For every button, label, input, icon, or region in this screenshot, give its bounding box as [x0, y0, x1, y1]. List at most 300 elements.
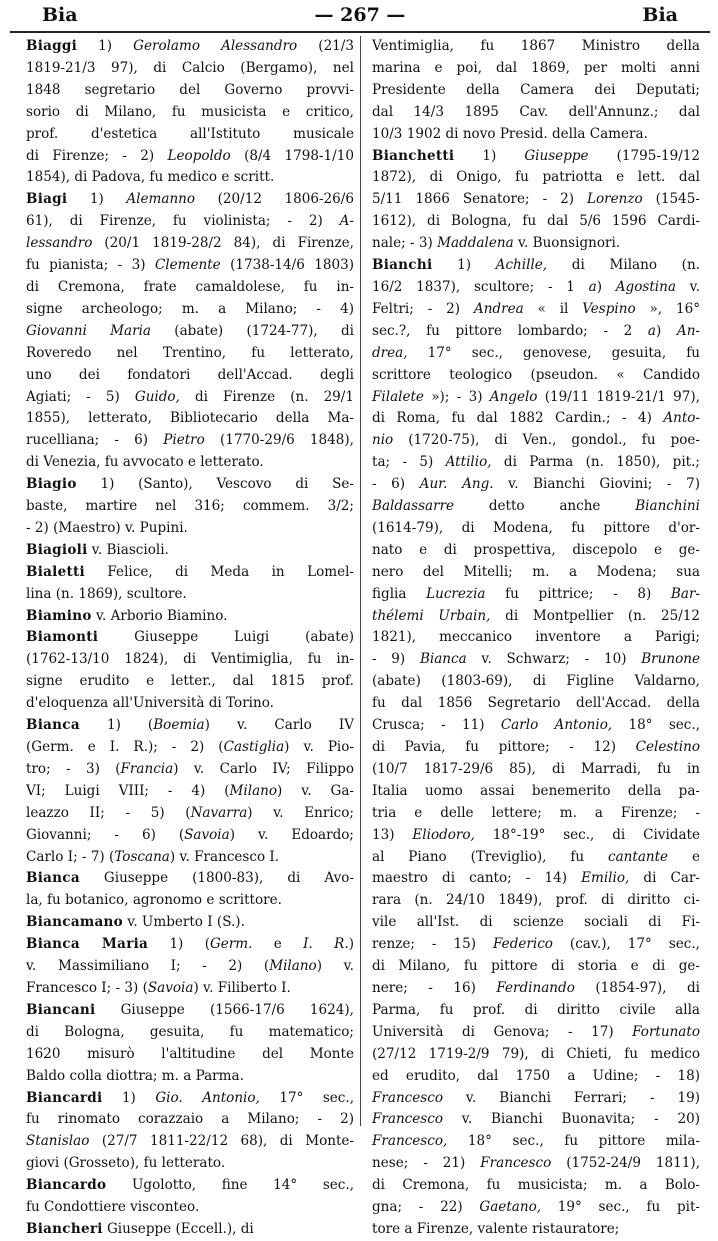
body-text: ) v. Pio-: [284, 739, 354, 755]
italic-text: a: [588, 278, 597, 295]
body-text: nato e di prospettiva, discepolo e ge-: [372, 541, 700, 558]
italic-text: Andrea: [473, 300, 524, 317]
body-text: », 16°: [635, 300, 701, 317]
body-text: 1) (Santo), Vescovo di Se-: [76, 476, 354, 493]
text-line: [372, 868, 700, 890]
text-line: [26, 978, 354, 1000]
italic-text: a: [647, 322, 656, 339]
body-text: »); - 3): [423, 388, 490, 405]
body-text: fu dal 1856 Segretario dell'Accad. della: [372, 695, 700, 712]
text-line: [372, 124, 700, 146]
body-text: fu pianista; - 3): [26, 257, 155, 274]
body-text: Feltri; - 2): [372, 300, 474, 317]
text-line: [26, 408, 354, 430]
body-text: baste, martire nel 316; commem. 3/2;: [26, 498, 354, 515]
body-text: di Venezia, fu avvocato e letterato.: [26, 454, 264, 471]
text-line: [372, 1131, 700, 1153]
text-line: [26, 1109, 354, 1131]
text-line: [26, 1044, 354, 1066]
headword: Biagi: [26, 191, 68, 208]
headword: Biamino: [26, 607, 92, 624]
headword: Biamonti: [26, 629, 99, 646]
italic-text: An-: [676, 322, 700, 339]
body-text: 5/11 1866 Senatore; - 2): [372, 191, 587, 208]
body-text: Francesco I; - 3) (: [26, 979, 148, 996]
italic-text: Agostina: [615, 278, 676, 295]
body-text: (cav.), 17° sec.,: [552, 936, 700, 953]
italic-text: A-: [339, 213, 354, 230]
text-line: [372, 408, 700, 430]
body-text: 16/2 1837), scultore; - 1: [372, 278, 589, 295]
body-text: Giuseppe (1566-17/6 1624),: [95, 1001, 354, 1018]
italic-text: cantante: [607, 848, 669, 865]
body-text: v. Buonsignori.: [513, 235, 621, 252]
italic-text: lessandro: [26, 235, 93, 252]
body-text: di Cremona, fu musicista; m. a Bolo-: [372, 1177, 700, 1194]
text-line: [372, 1000, 700, 1022]
entry-line: [26, 1000, 354, 1022]
text-line: [26, 80, 354, 102]
italic-text: Gerolamo Alessandro: [133, 38, 298, 54]
body-text: (Germ. e I. R.); - 2) (: [26, 739, 224, 755]
body-text: (1720-75), di Ven., gondol., fu poe-: [393, 432, 700, 449]
body-text: renze; - 15): [372, 936, 494, 953]
text-line: [26, 211, 354, 233]
headword: Bianchetti: [372, 147, 455, 164]
headword: Bianchi: [372, 257, 433, 274]
text-line: [372, 978, 700, 1000]
body-text: di Parma (n. 1850), pit.;: [491, 454, 700, 471]
header-rule: [10, 31, 710, 33]
text-line: [26, 693, 354, 715]
text-line: [26, 124, 354, 146]
italic-text: Maddalena: [437, 235, 514, 252]
headword: Biagioli: [26, 541, 88, 558]
italic-text: Baldassarre: [372, 498, 455, 515]
body-text: 1): [67, 191, 127, 208]
text-line: [26, 1153, 354, 1175]
header-left-guide-word: Bia: [42, 4, 78, 26]
italic-text: Milano: [229, 782, 278, 799]
text-line: [26, 649, 354, 671]
text-line: [372, 518, 700, 540]
body-text: detto anche: [454, 498, 636, 515]
text-line: [372, 956, 700, 978]
italic-text: Gio. Antonio,: [155, 1089, 260, 1106]
body-text: (27/12 1719-2/9 79), di Chieti, fu medico: [372, 1045, 700, 1062]
italic-text: Bianchini: [635, 498, 700, 515]
body-text: 1872), di Onigo, fu patriotta e lett. dal: [372, 169, 700, 186]
body-text: (abate) (1803-69), di Figline Valdarno,: [372, 673, 700, 690]
body-text: v. Arborio Biamino.: [91, 607, 228, 624]
column-divider: [360, 36, 361, 1126]
text-line: [26, 167, 354, 189]
text-line: [26, 299, 354, 321]
text-line: [372, 649, 700, 671]
body-text: nale; - 3): [372, 235, 438, 252]
body-text: leazzo II; - 5) (: [26, 804, 191, 821]
text-line: [26, 496, 354, 518]
body-text: - 2) (Maestro) v. Pupini.: [26, 519, 188, 536]
text-line: [26, 737, 354, 759]
page-header: [0, 0, 718, 30]
body-text: Parma, fu prof. di diritto civile alla: [372, 1001, 700, 1018]
italic-text: Bar-: [670, 585, 700, 602]
body-text: 1848 segretario del Governo provvi-: [26, 81, 354, 98]
text-line: [26, 584, 354, 606]
text-line: [26, 387, 354, 409]
italic-text: Alemanno: [126, 191, 196, 208]
text-line: [372, 627, 700, 649]
body-text: (8/4 1798-1/10: [230, 147, 354, 164]
body-text: Ventimiglia, fu 1867 Ministro della: [372, 38, 700, 54]
body-text: 10/3 1902 di novo Presid. della Camera.: [372, 125, 648, 142]
headword: Biagio: [26, 476, 77, 493]
entry-line: [26, 934, 354, 956]
body-text: ed erudito, dal 1750 a Udine; - 18): [372, 1067, 700, 1084]
text-line: [26, 343, 354, 365]
text-line: [372, 606, 700, 628]
text-line: [26, 518, 354, 540]
italic-text: Guido,: [134, 388, 180, 405]
italic-text: Eliodoro,: [412, 826, 475, 843]
text-line: [372, 1109, 700, 1131]
text-line: [372, 671, 700, 693]
text-line: [26, 430, 354, 452]
italic-text: Fortunato: [632, 1023, 700, 1040]
body-text: di Milano, fu pittore di storia e di ge-: [372, 958, 700, 975]
text-line: [26, 1197, 354, 1219]
italic-text: Francesco,: [372, 1133, 448, 1150]
body-text: 1819-21/3 97), di Calcio (Bergamo), nel: [26, 59, 354, 76]
text-line: [26, 58, 354, 80]
body-text: Presidente della Camera dei Deputati;: [372, 81, 700, 98]
text-line: [372, 693, 700, 715]
body-text: 19° sec., fu pit-: [541, 1199, 700, 1216]
italic-text: Leopoldo: [167, 147, 231, 164]
body-text: ta; - 5): [372, 454, 446, 471]
text-line: [372, 1066, 700, 1088]
body-text: 1): [102, 1089, 156, 1106]
body-text: (abate) (1724-77), di: [150, 322, 354, 339]
text-line: [26, 847, 354, 869]
italic-text: Brunone: [641, 651, 700, 668]
text-line: [26, 146, 354, 168]
italic-text: Francesco: [372, 1089, 443, 1106]
body-text: - 6): [372, 476, 420, 493]
text-line: [372, 847, 700, 869]
italic-text: nio: [372, 432, 394, 449]
text-line: [372, 496, 700, 518]
italic-text: Angelo: [489, 388, 538, 405]
text-line: [26, 365, 354, 387]
body-text: ) v. Enrico;: [247, 804, 354, 821]
entry-line: [26, 1219, 354, 1241]
body-text: fu rinomato corazzaio a Milano; - 2): [26, 1111, 354, 1128]
text-line: [26, 1066, 354, 1088]
text-line: [372, 934, 700, 956]
text-line: [372, 365, 700, 387]
body-text: (1752-24/9 1811),: [551, 1155, 700, 1172]
entry-line: [26, 540, 354, 562]
text-line: [372, 1022, 700, 1044]
body-text: signe archeologo; m. a Milano; - 4): [26, 300, 354, 317]
italic-text: Lucrezia: [426, 585, 486, 602]
text-line: [372, 1153, 700, 1175]
body-text: la, fu botanico, agronomo e scrittore.: [26, 892, 282, 909]
italic-text: Giuseppe: [524, 147, 589, 164]
text-line: [372, 737, 700, 759]
text-line: [372, 912, 700, 934]
body-text: figlia: [372, 585, 427, 602]
body-text: 1): [432, 257, 496, 274]
body-text: ): [655, 322, 677, 339]
body-text: nere; - 16): [372, 979, 497, 996]
body-text: rucelliana; - 6): [26, 432, 164, 449]
italic-text: Germ.: [209, 936, 253, 953]
body-text: sec.?, fu pittore lombardo; - 2: [372, 322, 648, 339]
body-text: Giuseppe (Eccell.), di: [102, 1220, 254, 1237]
page-number: — 267 —: [314, 4, 406, 26]
headword: Biaggi: [26, 38, 78, 54]
body-text: signe erudito e letter., dal 1815 prof.: [26, 673, 354, 690]
body-text: Carlo I; - 7) (: [26, 848, 115, 865]
italic-text: Bianca: [419, 651, 467, 668]
italic-text: drea,: [372, 344, 408, 361]
headword: Biancheri: [26, 1220, 103, 1237]
body-text: « il: [523, 300, 583, 317]
italic-text: Lorenzo: [587, 191, 643, 208]
entry-line: [26, 189, 354, 211]
text-line: [372, 233, 700, 255]
body-text: rara (n. 24/10 1849), prof. di diritto ci-: [372, 892, 700, 909]
left-column: [26, 36, 354, 1237]
body-text: 18° sec., fu pittore mila-: [447, 1133, 700, 1150]
italic-text: Gaetano,: [479, 1199, 542, 1216]
body-text: v. Biascioli.: [87, 541, 169, 558]
italic-text: Francia: [120, 760, 174, 777]
italic-text: Boemia: [153, 717, 205, 734]
body-text: 18°-19° sec., di Cividate: [474, 826, 700, 843]
body-text: Ugolotto, fine 14° sec.,: [106, 1177, 354, 1194]
body-text: 17° sec., genovese, gesuita, fu: [407, 344, 700, 361]
body-text: (1614-79), di Modena, fu pittore d'or-: [372, 519, 700, 536]
body-text: ) v.: [316, 958, 354, 975]
body-text: ): [596, 278, 616, 295]
text-line: [372, 277, 700, 299]
italic-text: Milano: [269, 958, 317, 975]
text-line: [26, 825, 354, 847]
text-line: [372, 781, 700, 803]
body-text: Crusca; - 11): [372, 717, 501, 734]
italic-text: Stanislao: [26, 1133, 90, 1150]
body-text: Roveredo nel Trentino, fu letterato,: [26, 344, 354, 361]
headword: Bianca Maria: [26, 936, 149, 953]
italic-text: Vespino: [582, 300, 636, 317]
text-line: [372, 1088, 700, 1110]
text-line: [372, 452, 700, 474]
text-line: [372, 189, 700, 211]
body-text: dal 14/3 1895 Cav. dell'Annunz.; dal: [372, 103, 700, 120]
body-text: ) v. Carlo IV; Filippo: [173, 760, 354, 777]
entry-line: [26, 1175, 354, 1197]
entry-line: [372, 255, 700, 277]
headword: Biancamano: [26, 914, 123, 931]
body-text: di Pavia, fu pittore; - 12): [372, 739, 636, 755]
body-text: (20/1 1819-28/2 84), di Firenze,: [92, 235, 354, 252]
italic-text: Emilio,: [581, 870, 630, 887]
italic-text: Giovanni Maria: [26, 322, 151, 339]
italic-text: Achille,: [495, 257, 548, 274]
headword: Biancardi: [26, 1089, 103, 1106]
body-text: 1): [454, 147, 525, 164]
text-line: [372, 584, 700, 606]
body-text: fu pittrice; - 8): [485, 585, 671, 602]
body-text: di Montpellier (n. 25/12: [490, 607, 700, 624]
text-line: [26, 803, 354, 825]
body-text: (1545-: [642, 191, 700, 208]
text-line: [372, 803, 700, 825]
body-text: lina (n. 1869), scultore.: [26, 585, 187, 602]
text-line: [26, 781, 354, 803]
body-text: vile all'Ist. di scienze sociali di Fi-: [372, 914, 700, 931]
body-text: 1) (: [79, 717, 154, 734]
body-text: v. Umberto I (S.).: [122, 914, 245, 931]
text-line: [372, 715, 700, 737]
body-text: 13): [372, 826, 413, 843]
text-line: [372, 387, 700, 409]
body-text: marina e poi, dal 1869, per molti anni: [372, 59, 700, 76]
body-text: v. Bianchi Giovini; - 7): [493, 476, 701, 493]
body-text: e: [668, 848, 700, 865]
italic-text: Toscana: [114, 848, 170, 865]
body-text: scrittore teologico (pseudon. « Candido: [372, 366, 700, 383]
right-column: [372, 36, 701, 1237]
text-line: [372, 825, 700, 847]
entry-line: [26, 868, 354, 890]
entry-line: [26, 474, 354, 496]
text-line: [372, 474, 700, 496]
text-line: [372, 1044, 700, 1066]
body-text: d'eloquenza all'Università di Torino.: [26, 695, 274, 712]
italic-text: Ferdinando: [496, 979, 575, 996]
italic-text: thélemi Urbain,: [372, 607, 491, 624]
italic-text: Francesco: [372, 1111, 443, 1128]
italic-text: Attilio,: [445, 454, 492, 471]
body-text: (1854-97), di: [574, 979, 700, 996]
italic-text: Federico: [493, 936, 553, 953]
text-line: [26, 102, 354, 124]
text-line: [372, 562, 700, 584]
text-line: [26, 277, 354, 299]
text-line: [372, 167, 700, 189]
body-text: di Firenze (n. 29/1: [179, 388, 354, 405]
text-line: [372, 430, 700, 452]
body-text: - 9): [372, 651, 420, 668]
body-text: ) v. Francesco I.: [169, 848, 280, 865]
body-text: 1) (: [148, 936, 210, 953]
body-text: 1): [77, 38, 134, 54]
entry-line: [26, 715, 354, 737]
body-text: (1762-13/10 1824), di Ventimiglia, fu in-: [26, 651, 354, 668]
body-text: Baldo colla diottra; m. a Parma.: [26, 1067, 244, 1084]
body-text: Università di Genova; - 17): [372, 1023, 633, 1040]
body-text: fu Condottiere visconteo.: [26, 1199, 200, 1216]
headword: Biancardo: [26, 1177, 107, 1194]
entry-line: [26, 36, 354, 58]
italic-text: Francesco: [480, 1155, 552, 1172]
italic-text: Pietro: [163, 432, 205, 449]
body-text: tro; - 3) (: [26, 760, 121, 777]
body-text: (19/11 1819-21/1 97),: [537, 388, 701, 405]
body-text: Giuseppe (1800-83), di Avo-: [79, 870, 354, 887]
italic-text: Carlo Antonio,: [500, 717, 613, 734]
body-text: Italia uomo assai benemerito della pa-: [372, 782, 700, 799]
body-text: di Milano (n.: [547, 257, 700, 274]
text-line: [26, 1131, 354, 1153]
body-text: tria e delle lettere; m. a Firenze; -: [372, 804, 700, 821]
body-text: ) v. Filiberto I.: [193, 979, 291, 996]
body-text: v.: [675, 278, 700, 295]
body-text: 18° sec.,: [612, 717, 700, 734]
text-line: [26, 671, 354, 693]
text-line: [372, 102, 700, 124]
body-text: v. Bianchi Ferrari; - 19): [442, 1089, 700, 1106]
italic-text: Celestino: [635, 739, 700, 755]
body-text: giovi (Grosseto), fu letterato.: [26, 1155, 226, 1172]
body-text: 1612), di Bologna, fu dal 5/6 1596 Cardi-: [372, 213, 700, 230]
headword: Bialetti: [26, 563, 85, 580]
body-text: 1620 misurò l'altitudine del Monte: [26, 1045, 354, 1062]
body-text: di Bologna, gesuita, fu matematico;: [26, 1023, 354, 1040]
body-text: gna; - 22): [372, 1199, 480, 1216]
text-line: [26, 890, 354, 912]
italic-text: I. R.: [303, 936, 349, 953]
body-text: al Piano (Treviglio), fu: [372, 848, 608, 865]
body-text: (27/7 1811-22/12 68), di Monte-: [89, 1133, 354, 1150]
text-line: [372, 1175, 700, 1197]
body-text: tore a Firenze, valente ristauratore;: [372, 1220, 620, 1237]
body-text: (10/7 1817-29/6 85), di Marradi, fu in: [372, 760, 700, 777]
text-line: [372, 1219, 700, 1241]
text-line: [372, 321, 700, 343]
body-text: (20/12 1806-26/6: [195, 191, 354, 208]
italic-text: Savoia: [184, 826, 230, 843]
text-line: [372, 80, 700, 102]
body-text: (21/3: [297, 38, 354, 54]
body-text: ) v. Ga-: [277, 782, 354, 799]
body-text: prof. d'estetica all'Istituto musicale: [26, 125, 354, 142]
body-text: VI; Luigi VIII; - 4) (: [26, 782, 230, 799]
headword: Biancani: [26, 1001, 96, 1018]
body-text: uno dei fondatori dell'Accad. degli: [26, 366, 354, 383]
body-text: (1738-14/6 1803): [220, 257, 354, 274]
italic-text: Savoia: [147, 979, 194, 996]
body-text: di Firenze; - 2): [26, 147, 168, 164]
body-text: Felice, di Meda in Lomel-: [84, 563, 354, 580]
headword: Bianca: [26, 870, 80, 887]
body-text: 61), di Firenze, fu violinista; - 2): [26, 213, 340, 230]
entry-line: [372, 146, 700, 168]
body-text: v. Massimiliano I; - 2) (: [26, 958, 270, 975]
text-line: [372, 890, 700, 912]
body-text: 1821), meccanico inventore a Parigi;: [372, 629, 700, 646]
body-text: sorio di Milano, fu musicista e critico,: [26, 103, 354, 120]
body-text: Giovanni; - 6) (: [26, 826, 185, 843]
body-text: nero del Mitelli; m. a Modena; sua: [372, 563, 700, 580]
italic-text: Clemente: [154, 257, 221, 274]
body-text: ): [348, 936, 354, 953]
